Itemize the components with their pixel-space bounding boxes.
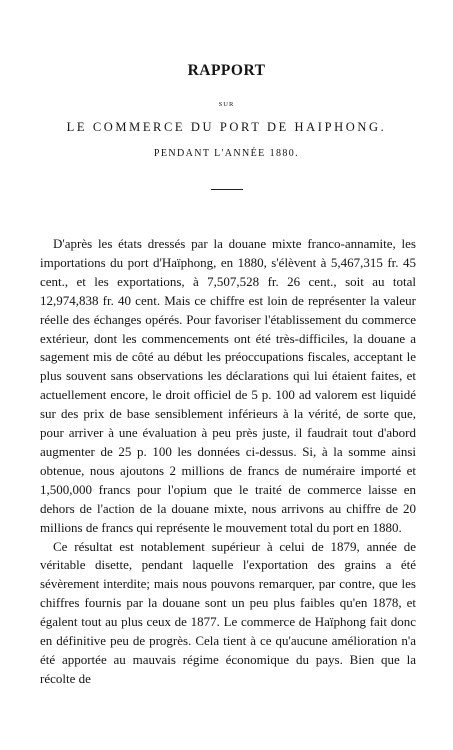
paragraph: D'après les états dressés par la douane mixte franco-annamite, les importations du port d'Haïphong, en 1880, s'élèvent à 5,467,315 fr. 45 cent., et les exportations, à 7,507,528 fr. 26 cent., soit au total 12,974,838 fr. 40 cent. Mais ce chiffre est loin de représenter la valeur réelle des échanges opérés. Pour favoriser l'établissement du commerce extérieur, dont les commencements ont été très-difficiles, la douane a sagement mis de côté au début les préoccupations fiscales, acceptant le plus souvent sans observations les déclarations qui lui étaient faites, et actuellement encore, le droit officiel de 5 p. 100 ad valorem est liquidé sur des prix de base sensiblement inférieurs à la vérité, de sorte que, pour arriver à une évaluation à peu près juste, il faudrait tout d'abord augmenter de 25 p. 100 les données ci-dessus. Si, à la somme ainsi obtenue, nous ajoutons 2 millions de francs de numéraire importé et 1,500,000 francs pour l'opium que le traité de commerce laisse en dehors de l'action de la douane mixte, nous arrivons au chiffre de 20 millions de francs qui représente le mouvement total du port en 1880. xyxy=(40,236,416,535)
report-title: RAPPORT xyxy=(187,62,266,79)
paragraph: Ce résultat est notablement supérieur à celui de 1879, année de véritable disette, pendant laquelle l'exportation des grains a été sévèrement interdite; mais nous pouvons remarquer, par contre, que les chiffres fournis par la douane sont un peu plus faibles qu'en 1878, et égalent tout au plus ceux de 1877. Le commerce de Haïphong fait donc en définitive peu de progrès. Cela tient à ce qu'aucune amélioration n'a été apportée au mauvais régime économique du pays. Bien que la récolte de xyxy=(40,538,416,686)
title-connector: SUR xyxy=(218,101,235,108)
report-subtitle: LE COMMERCE DU PORT DE HAIPHONG. xyxy=(66,120,387,134)
report-period: PENDANT L'ANNÉE 1880. xyxy=(153,148,300,159)
title-divider xyxy=(211,189,243,190)
report-body xyxy=(40,235,416,689)
